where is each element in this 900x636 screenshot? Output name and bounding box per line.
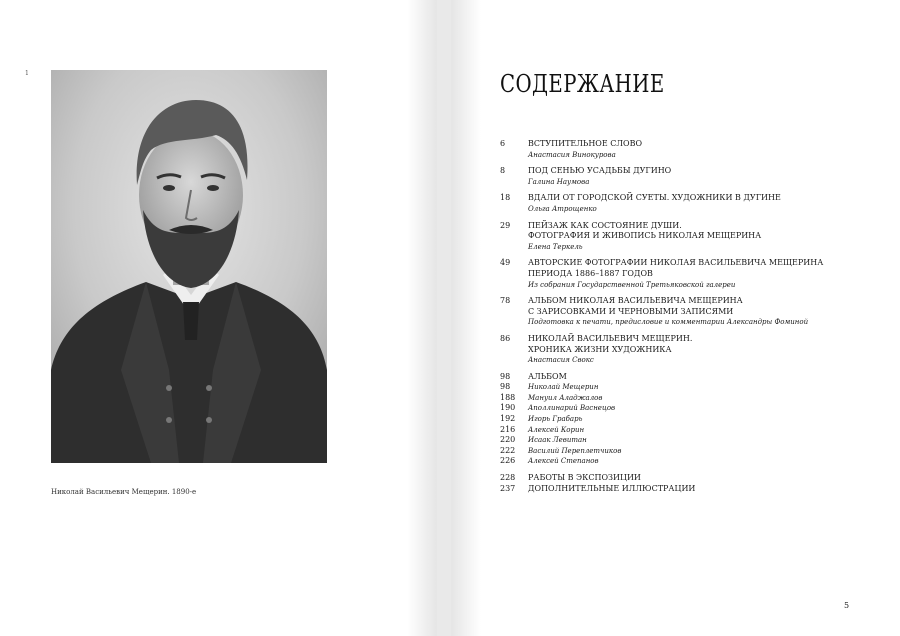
toc-entry-title: АЛЬБОМ	[528, 371, 567, 381]
page-number: 5	[844, 601, 850, 610]
figure-number: 1	[25, 70, 29, 77]
album-item-artist: Алексей Корин	[528, 425, 585, 434]
toc-entry	[500, 221, 840, 253]
album-item-page: 220	[500, 435, 516, 445]
toc-entry-album	[500, 372, 840, 383]
album-item-page: 222	[500, 445, 516, 455]
toc-entry-author: Ольга Атрощенко	[528, 204, 597, 213]
toc-entry-title-line2: ХРОНИКА ЖИЗНИ ХУДОЖНИКА	[528, 344, 672, 354]
toc-page-number: 98	[500, 371, 511, 381]
album-item-artist: Аполлинарий Васнецов	[528, 404, 616, 413]
gutter-shadow	[451, 0, 481, 636]
portrait-photo	[51, 70, 327, 463]
album-item-artist: Игорь Грабарь	[528, 415, 583, 424]
toc-entry-title: НИКОЛАЙ ВАСИЛЬЕВИЧ МЕЩЕРИН.	[528, 333, 693, 343]
toc-page-number: 8	[500, 166, 506, 176]
toc-entry-title-line2: ФОТОГРАФИЯ И ЖИВОПИСЬ НИКОЛАЯ МЕЩЕРИНА	[528, 231, 762, 241]
toc-entry-author: Елена Теркель	[528, 242, 583, 251]
toc-entry	[500, 258, 840, 290]
toc-entry-title-line2: ПЕРИОДА 1886–1887 ГОДОВ	[528, 268, 653, 278]
spine-gap	[437, 0, 451, 636]
album-item-artist: Мануил Аладжалов	[528, 393, 603, 402]
album-item-artist: Василий Переплетчиков	[528, 446, 622, 455]
toc-title: СОДЕРЖАНИЕ	[500, 70, 665, 98]
album-item-page: 188	[500, 392, 516, 402]
album-item	[500, 403, 840, 414]
toc-entry	[500, 296, 840, 328]
toc-entry	[500, 139, 840, 160]
toc-entry-author: Анастасия Винокурова	[528, 150, 616, 159]
toc-entry-title: ПОД СЕНЬЮ УСАДЬБЫ ДУГИНО	[528, 166, 672, 176]
album-item	[500, 393, 840, 404]
album-item	[500, 382, 840, 393]
album-item-artist: Алексей Степанов	[528, 457, 599, 466]
toc-entry-author: Из собрания Государственной Третьяковской галереи	[528, 280, 736, 289]
toc-entry	[500, 193, 840, 214]
album-item-page: 192	[500, 414, 516, 424]
toc-entry-title: ВСТУПИТЕЛЬНОЕ СЛОВО	[528, 139, 643, 148]
toc-entry-author: Галина Наумова	[528, 177, 590, 186]
album-item	[500, 456, 840, 467]
photo-caption: Николай Васильевич Мещерин. 1890-е	[51, 488, 197, 496]
toc-entry-title: ДОПОЛНИТЕЛЬНЫЕ ИЛЛЮСТРАЦИИ	[528, 483, 696, 493]
toc-entry-title: РАБОТЫ В ЭКСПОЗИЦИИ	[528, 473, 641, 483]
album-item-page: 98	[500, 382, 511, 392]
gutter-shadow	[407, 0, 437, 636]
album-item-page: 226	[500, 456, 516, 466]
album-item-page: 190	[500, 403, 516, 413]
toc-entry-title: ВДАЛИ ОТ ГОРОДСКОЙ СУЕТЫ. ХУДОЖНИКИ В ДУГИНЕ	[528, 193, 781, 203]
toc-entry-author: Анастасия Свокс	[528, 356, 594, 365]
album-item-artist: Николай Мещерин	[528, 383, 599, 392]
toc-entry	[500, 484, 840, 495]
toc-entry	[500, 334, 840, 366]
album-item	[500, 435, 840, 446]
album-item	[500, 414, 840, 425]
toc-entry-title: АЛЬБОМ НИКОЛАЯ ВАСИЛЬЕВИЧА МЕЩЕРИНА	[528, 296, 743, 306]
toc-entry	[500, 166, 840, 187]
toc-page-number: 78	[500, 296, 511, 306]
toc-page-number: 86	[500, 333, 511, 343]
toc-page-number: 237	[500, 483, 516, 493]
toc-page-number: 6	[500, 139, 506, 148]
album-item	[500, 425, 840, 436]
portrait-illustration	[51, 70, 327, 463]
toc-page-number: 18	[500, 193, 511, 203]
toc-page-number: 228	[500, 473, 516, 483]
toc-entry-title: АВТОРСКИЕ ФОТОГРАФИИ НИКОЛАЯ ВАСИЛЬЕВИЧА МЕЩЕРИНА	[528, 258, 824, 268]
toc-entry-author: Подготовка к печати, предисловие и комментарии Александры Фоминой	[528, 318, 809, 327]
toc-entry-title: ПЕЙЗАЖ КАК СОСТОЯНИЕ ДУШИ.	[528, 220, 682, 230]
toc-page-number: 29	[500, 220, 511, 230]
toc-page-number: 49	[500, 258, 511, 268]
table-of-contents	[500, 139, 840, 494]
album-item-page: 216	[500, 424, 516, 434]
album-item-artist: Исаак Левитан	[528, 436, 587, 445]
toc-entry	[500, 473, 840, 484]
toc-entry-title-line2: С ЗАРИСОВКАМИ И ЧЕРНОВЫМИ ЗАПИСЯМИ	[528, 306, 734, 316]
album-item	[500, 446, 840, 457]
